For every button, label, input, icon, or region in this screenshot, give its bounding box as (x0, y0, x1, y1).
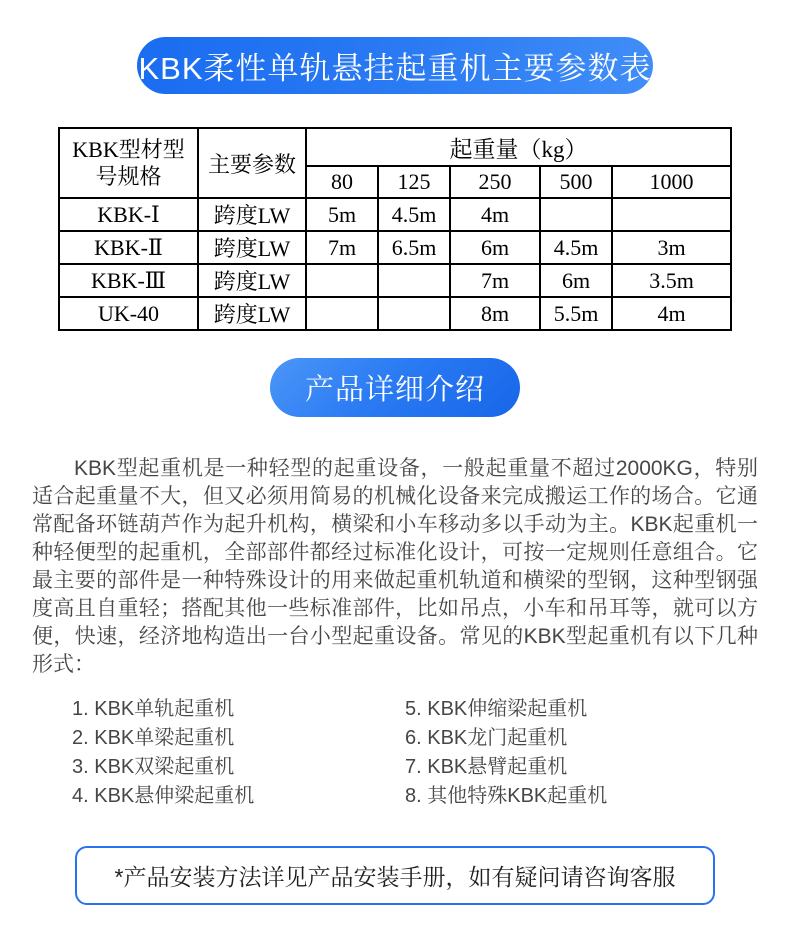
intro-paragraph: KBK型起重机是一种轻型的起重设备，一般起重量不超过2000KG，特别适合起重量不大，但又必须用简易的机械化设备来完成搬运工作的场合。它通常配备环链葫芦作为起升机构，横梁和小车移动多以手动为主。KBK起重机一种轻便型的起重机，全部部件都经过标准化设计，可按一定规则任意组合。它最主要的部件是一种特殊设计的用来做起重机轨道和横梁的型钢，这种型钢强度高且自重轻；搭配其他一些标准部件，比如吊点，小车和吊耳等，就可以方便，快速，经济地构造出一台小型起重设备。常见的KBK型起重机有以下几种形式： (32, 457, 758, 676)
span-cell: 6m (450, 231, 540, 264)
installation-note-box (75, 846, 715, 905)
parameters-table (58, 127, 732, 331)
table-header-row-1 (59, 128, 731, 166)
crane-type-list (32, 695, 758, 811)
span-cell: 8m (450, 297, 540, 330)
param-cell: 跨度LW (198, 198, 306, 231)
list-item: 5. KBK伸缩梁起重机 (405, 698, 588, 720)
list-item: 1. KBK单轨起重机 (72, 698, 235, 720)
span-cell: 4.5m (378, 198, 450, 231)
table-row (59, 198, 731, 231)
model-cell: KBK-Ⅲ (59, 264, 198, 297)
list-item: 7. KBK悬臂起重机 (405, 756, 568, 778)
span-cell: 5m (306, 198, 378, 231)
header-capacity-1000: 1000 (612, 166, 731, 198)
span-cell (540, 198, 612, 231)
header-model-col: KBK型材型号规格 (59, 128, 198, 198)
list-item: 6. KBK龙门起重机 (405, 727, 568, 749)
header-capacity-125: 125 (378, 166, 450, 198)
header-param-col: 主要参数 (198, 128, 306, 198)
span-cell (306, 264, 378, 297)
span-cell: 3m (612, 231, 731, 264)
crane-type-list-right (405, 695, 607, 811)
param-cell: 跨度LW (198, 231, 306, 264)
crane-type-list-left (72, 695, 365, 811)
page-title: KBK柔性单轨悬挂起重机主要参数表 (138, 51, 652, 86)
span-cell (306, 297, 378, 330)
header-capacity-250: 250 (450, 166, 540, 198)
list-item: 2. KBK单梁起重机 (72, 727, 235, 749)
table-row (59, 264, 731, 297)
model-cell: KBK-Ⅰ (59, 198, 198, 231)
model-cell: KBK-Ⅱ (59, 231, 198, 264)
span-cell (612, 198, 731, 231)
span-cell (378, 297, 450, 330)
span-cell: 7m (450, 264, 540, 297)
span-cell: 6.5m (378, 231, 450, 264)
span-cell: 3.5m (612, 264, 731, 297)
header-capacity-500: 500 (540, 166, 612, 198)
table-row (59, 231, 731, 264)
title-banner (137, 37, 653, 94)
param-cell: 跨度LW (198, 264, 306, 297)
installation-note-text: *产品安装方法详见产品安装手册，如有疑问请咨询客服 (114, 864, 676, 890)
table-row (59, 297, 731, 330)
span-cell: 6m (540, 264, 612, 297)
header-capacity-80: 80 (306, 166, 378, 198)
span-cell: 4m (612, 297, 731, 330)
param-cell: 跨度LW (198, 297, 306, 330)
model-cell: UK-40 (59, 297, 198, 330)
span-cell: 5.5m (540, 297, 612, 330)
list-item: 3. KBK双梁起重机 (72, 756, 235, 778)
product-detail-section-button[interactable]: 产品详细介绍 (270, 358, 520, 417)
list-item: 8. 其他特殊KBK起重机 (405, 785, 608, 807)
span-cell: 7m (306, 231, 378, 264)
span-cell: 4.5m (540, 231, 612, 264)
list-item: 4. KBK悬伸梁起重机 (72, 785, 255, 807)
product-detail-page (0, 37, 790, 940)
span-cell (378, 264, 450, 297)
header-capacity-group: 起重量（kg） (306, 128, 731, 166)
span-cell: 4m (450, 198, 540, 231)
